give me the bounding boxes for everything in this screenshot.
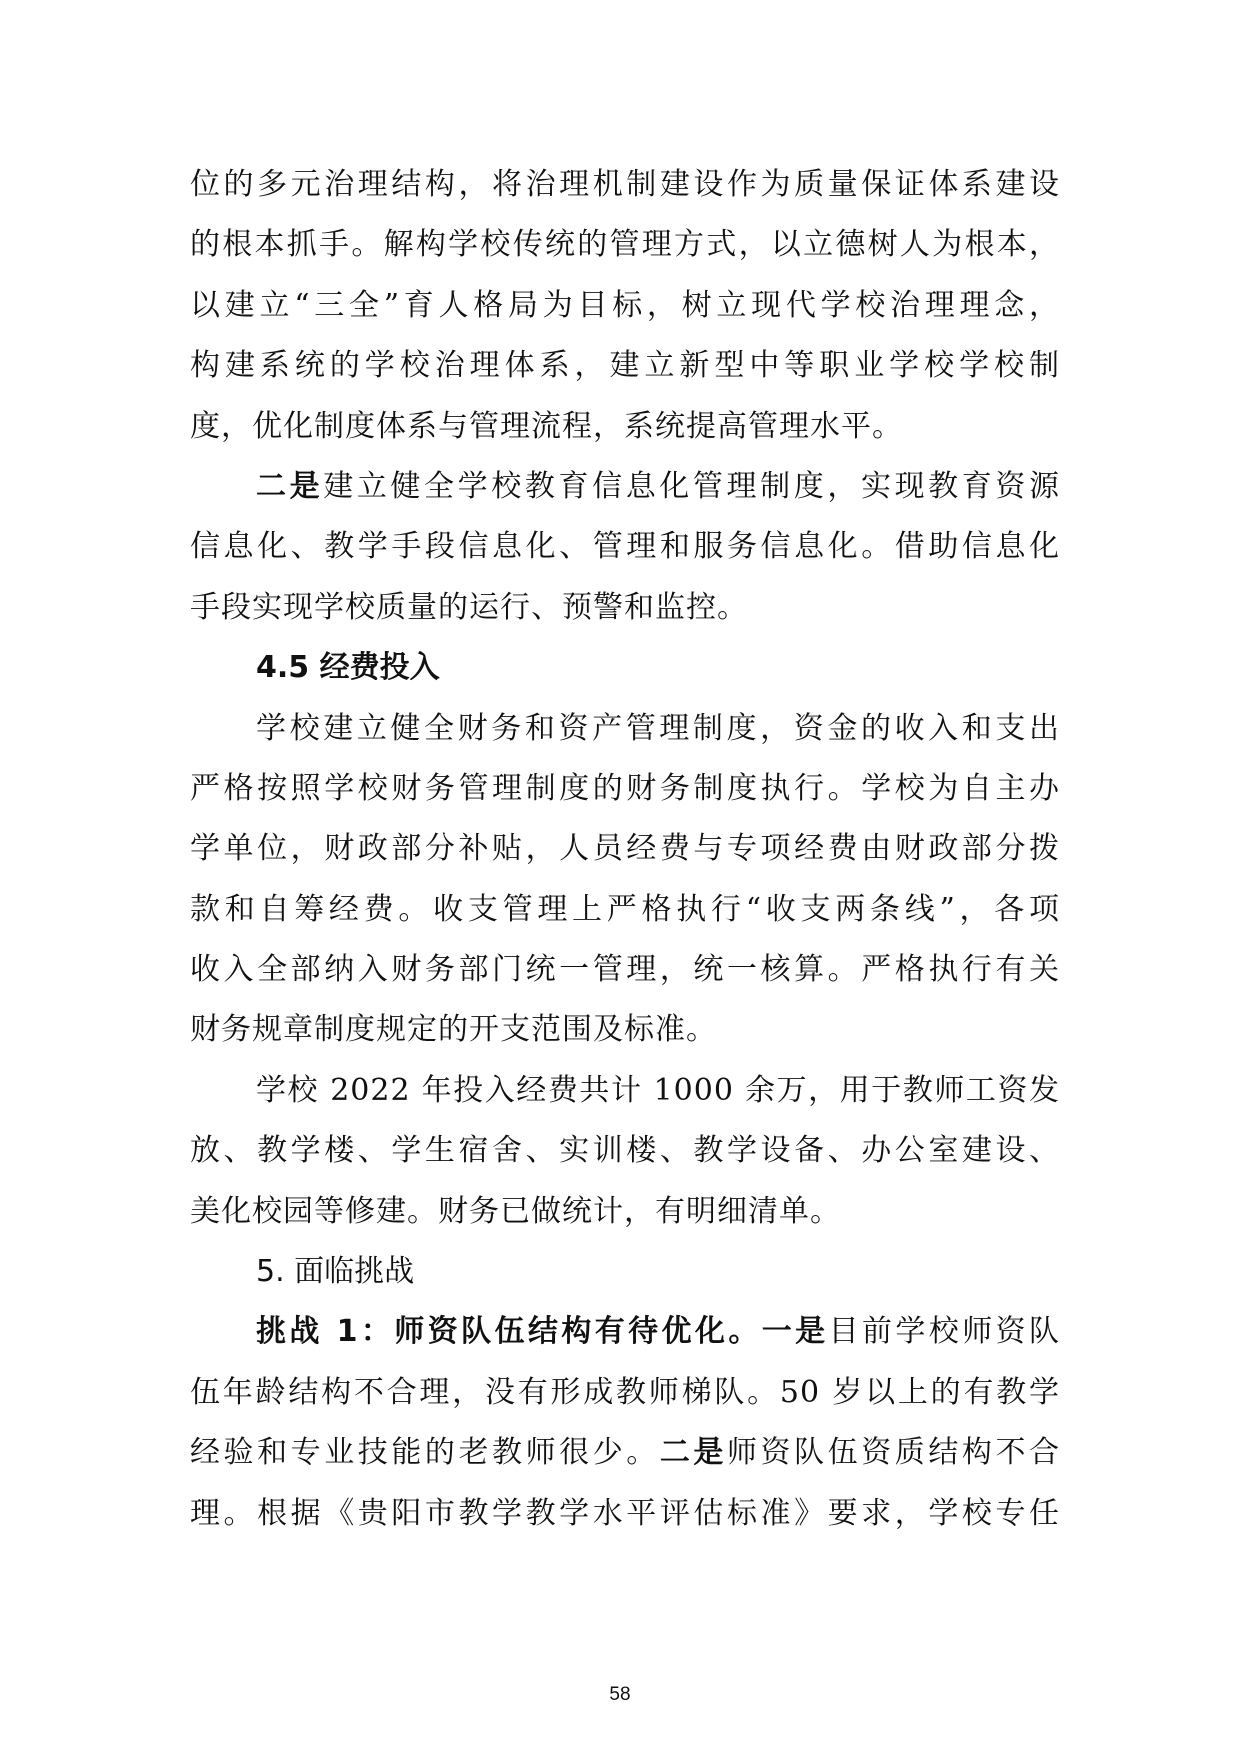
paragraph-challenge-1: [190, 1302, 1060, 1544]
text-line: 伍年龄结构不合理，没有形成教师梯队。50 岁以上的有教学: [190, 1374, 1060, 1410]
page-number: 58: [609, 1684, 631, 1705]
emphasis-lead: 二是: [659, 1435, 727, 1471]
emphasis-lead: 挑战 1：师资队伍结构有待优化。一是: [256, 1314, 829, 1350]
paragraph-finance: [190, 699, 1060, 1061]
paragraph-informatization: [190, 457, 1060, 638]
text-line: 严格按照学校财务管理制度的财务制度执行。学校为自主办: [190, 770, 1060, 806]
text-line: 理。根据《贵阳市教学教学水平评估标准》要求，学校专任: [190, 1495, 1060, 1531]
text-line: 学校 2022 年投入经费共计 1000 余万，用于教师工资发: [256, 1072, 1060, 1108]
text-line: 美化校园等修建。财务已做统计，有明细清单。: [190, 1193, 841, 1229]
text-span: 目前学校师资队: [828, 1314, 1060, 1350]
text-line: 构建系统的学校治理体系，建立新型中等职业学校学校制: [190, 348, 1060, 384]
text-line: 放、教学楼、学生宿舍、实训楼、教学设备、办公室建设、: [190, 1133, 1060, 1169]
text-line: 的根本抓手。解构学校传统的管理方式，以立德树人为根本，: [190, 227, 1060, 263]
text-line: 度，优化制度体系与管理流程，系统提高管理水平。: [190, 408, 903, 444]
text-line: 以建立“三全”育人格局为目标，树立现代学校治理理念，: [190, 287, 1060, 323]
paragraph-funding-2022: [190, 1061, 1060, 1242]
text-span: 经验和专业技能的老教师很少。: [190, 1435, 660, 1471]
text-line: [190, 1302, 1060, 1362]
text-line: 收入全部纳入财务部门统一管理，统一核算。严格执行有关: [190, 952, 1060, 988]
text-line: 学校建立健全财务和资产管理制度，资金的收入和支出: [256, 710, 1060, 746]
text-line: 信息化、教学手段信息化、管理和服务信息化。借助信息化: [190, 529, 1060, 565]
text-line: 学单位，财政部分补贴，人员经费与专项经费由财政部分拨: [190, 831, 1060, 867]
paragraph-governance: [190, 155, 1060, 457]
section-heading-5: 5. 面临挑战: [256, 1254, 415, 1290]
text-line: 财务规章制度规定的开支范围及标准。: [190, 1012, 717, 1048]
text-line: [190, 1423, 1060, 1483]
text-line: [190, 457, 1060, 517]
text-line: 手段实现学校质量的运行、预警和监控。: [190, 589, 748, 625]
document-body: [190, 155, 1060, 1544]
section-heading-4-5: 4.5 经费投入: [256, 650, 440, 686]
text-span: 师资队伍资质结构不合: [726, 1435, 1061, 1471]
emphasis-lead: 二是: [256, 468, 324, 504]
text-span: 建立健全学校教育信息化管理制度，实现教育资源: [323, 468, 1061, 504]
text-line: 位的多元治理结构，将治理机制建设作为质量保证体系建设: [190, 167, 1060, 202]
text-line: 款和自筹经费。收支管理上严格执行“收支两条线”，各项: [190, 891, 1060, 927]
